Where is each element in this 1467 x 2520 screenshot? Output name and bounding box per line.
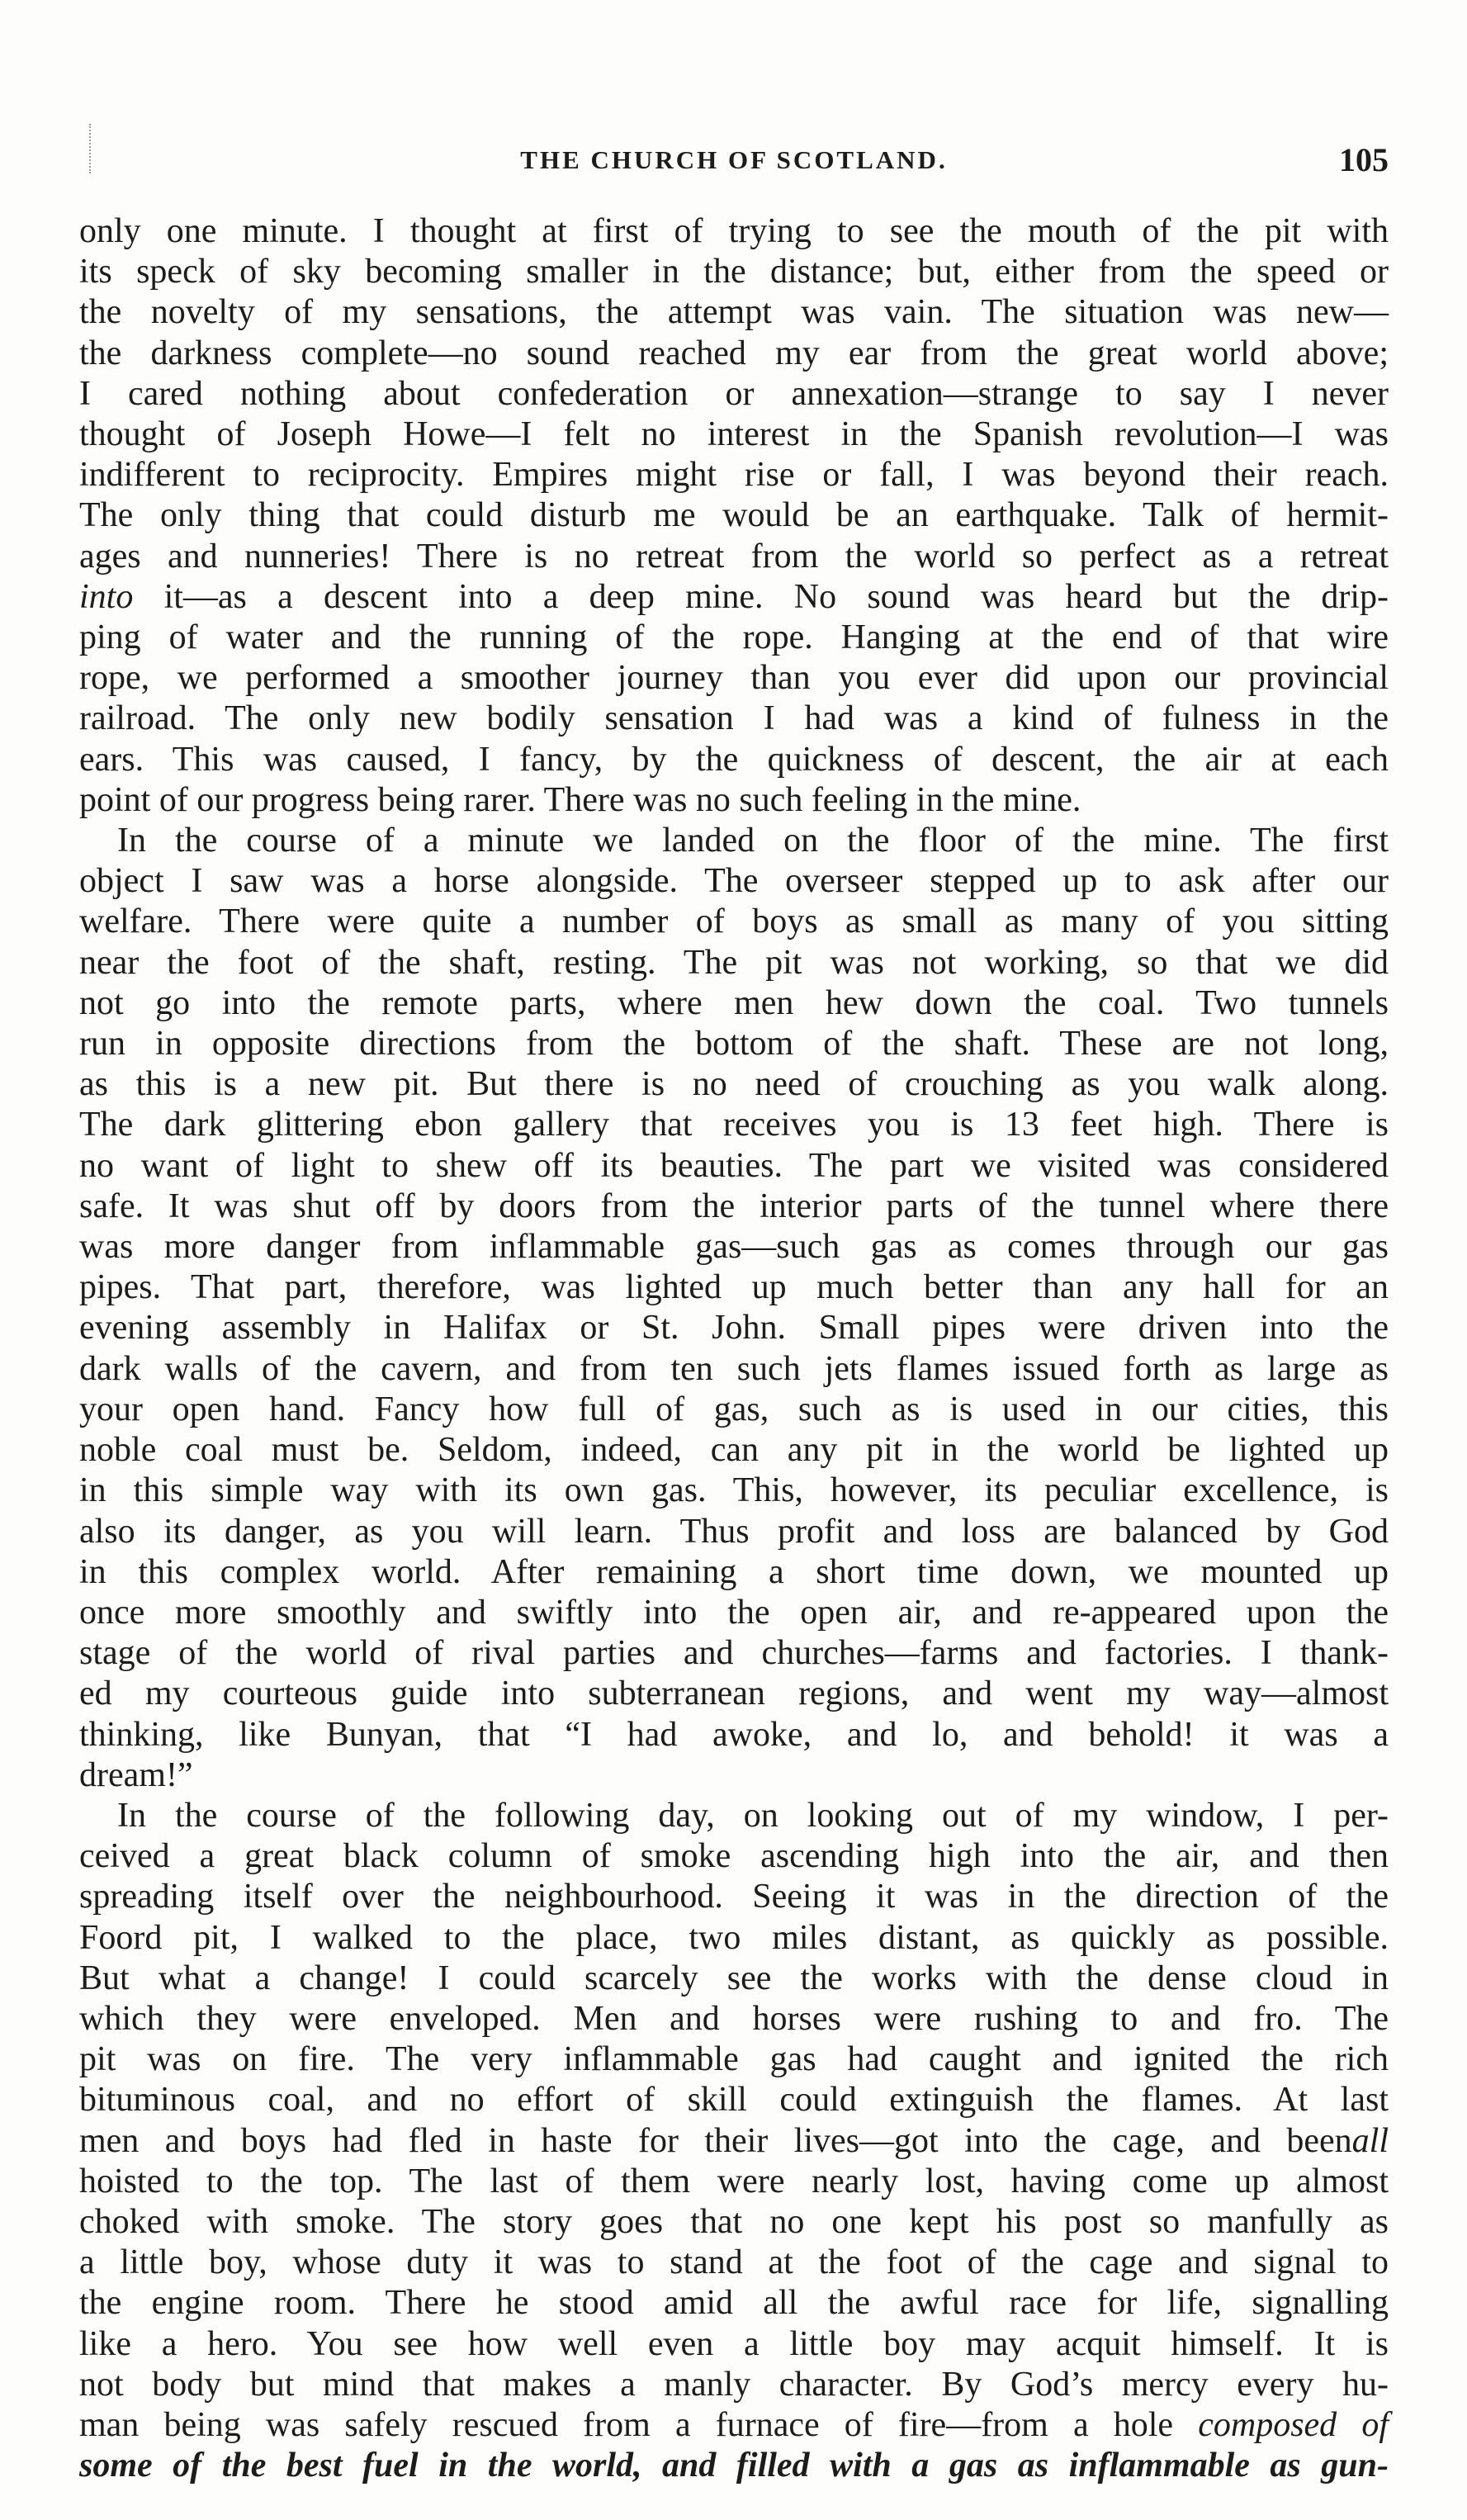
text-line: the darkness complete—no sound reached my ear from the great world above;: [79, 334, 1389, 372]
italic-word-all: all: [1351, 2121, 1389, 2160]
text-line: thought of Joseph Howe—I felt no interest in the Spanish revolution—I was: [79, 415, 1389, 454]
text-line: The only thing that could disturb me would be an earthquake. Talk of hermit-: [79, 496, 1389, 535]
paragraph-pit-fire: [79, 1796, 1389, 2486]
text-line-lead: man being was safely rescued from a furnace of fire—from a hole: [79, 2405, 1174, 2444]
page-header: [79, 141, 1389, 188]
text-line: like a hero. You see how well even a little boy may acquit himself. It is: [79, 2324, 1389, 2363]
text-line: bituminous coal, and no effort of skill could extinguish the flames. At last: [79, 2081, 1389, 2120]
text-line: no want of light to shew off its beauties. The part we visited was considered: [79, 1146, 1389, 1185]
text-line: Foord pit, I walked to the place, two miles distant, as quickly as possible.: [79, 1918, 1389, 1957]
text-line-rest: it—as a descent into a deep mine. No sound was heard but the drip-: [133, 577, 1389, 616]
paragraph-mine-floor: [79, 821, 1389, 1796]
text-line: I cared nothing about confederation or annexation—strange to say I never: [79, 374, 1389, 413]
text-line: In the course of a minute we landed on the floor of the mine. The first: [117, 822, 1389, 860]
text-line: noble coal must be. Seldom, indeed, can any pit in the world be lighted up: [79, 1431, 1389, 1470]
text-line: pit was on fire. The very inflammable gas had caught and ignited the rich: [79, 2040, 1389, 2079]
text-line: in this complex world. After remaining a short time down, we mounted up: [79, 1552, 1389, 1591]
text-line: ceived a great black column of smoke ascending high into the air, and then: [79, 1837, 1389, 1876]
text-line: indifferent to reciprocity. Empires might rise or fall, I was beyond their reach.: [79, 456, 1389, 495]
text-line: welfare. There were quite a number of boys as small as many of you sitting: [79, 902, 1389, 941]
page-number: 105: [1339, 141, 1389, 178]
text-line: dream!”: [79, 1755, 193, 1794]
text-line: your open hand. Fancy how full of gas, such as is used in our cities, this: [79, 1390, 1389, 1428]
text-line: the engine room. There he stood amid all the awful race for life, signalling: [79, 2284, 1389, 2323]
text-line: object I saw was a horse alongside. The overseer stepped up to ask after our: [79, 862, 1389, 901]
text-line: pipes. That part, therefore, was lighted up much better than any hall for an: [79, 1268, 1389, 1307]
text-line-lead: men and boys had fled in haste for their lives—got into the cage, and been: [79, 2121, 1352, 2160]
text-line: in this simple way with its own gas. This, however, its peculiar excellence, is: [79, 1471, 1389, 1510]
text-line: near the foot of the shaft, resting. The pit was not working, so that we did: [79, 943, 1389, 982]
text-line: a little boy, whose duty it was to stand at the foot of the cage and signal to: [79, 2243, 1389, 2282]
text-line: railroad. The only new bodily sensation I had was a kind of fulness in the: [79, 699, 1389, 738]
text-line-italic-start: [79, 577, 1389, 618]
text-line: only one minute. I thought at first of trying to see the mouth of the pit with: [79, 212, 1389, 250]
text-line: also its danger, as you will learn. Thus profit and loss are balanced by God: [79, 1512, 1389, 1551]
text-line: ears. This was caused, I fancy, by the quickness of descent, the air at each: [79, 740, 1389, 779]
text-line: as this is a new pit. But there is no need of crouching as you walk along.: [79, 1065, 1389, 1104]
text-line: choked with smoke. The story goes that no one kept his post so manfully as: [79, 2202, 1389, 2241]
text-line: not go into the remote parts, where men hew down the coal. Two tunnels: [79, 983, 1389, 1022]
text-line: But what a change! I could scarcely see the works with the dense cloud in: [79, 1959, 1389, 1997]
text-line: stage of the world of rival parties and churches—farms and factories. I thank-: [79, 1634, 1389, 1673]
paragraph-descent: [79, 211, 1389, 821]
text-line: thinking, like Bunyan, that “I had awoke, and lo, and behold! it was a: [79, 1715, 1389, 1754]
text-line: evening assembly in Halifax or St. John. Small pipes were driven into the: [79, 1309, 1389, 1348]
text-line: ages and nunneries! There is no retreat from the world so perfect as a retreat: [79, 537, 1389, 576]
text-line: not body but mind that makes a manly character. By God’s mercy every hu-: [79, 2365, 1389, 2404]
text-line-italic-end: [79, 2405, 1389, 2446]
text-line: was more danger from inflammable gas—such gas as comes through our gas: [79, 1228, 1389, 1267]
body-text: [79, 211, 1389, 2486]
text-line-italic-end: [79, 2121, 1389, 2162]
text-line: The dark glittering ebon gallery that receives you is 13 feet high. There is: [79, 1106, 1389, 1144]
text-line: spreading itself over the neighbourhood. Seeing it was in the direction of the: [79, 1878, 1389, 1916]
text-line: hoisted to the top. The last of them were nearly lost, having come up almost: [79, 2162, 1389, 2200]
text-line-italic: some of the best fuel in the world, and filled with a gas as inflammable as gun-: [79, 2447, 1389, 2485]
text-line: ed my courteous guide into subterranean regions, and went my way—almost: [79, 1674, 1389, 1713]
text-line: its speck of sky becoming smaller in the distance; but, either from the speed or: [79, 253, 1389, 291]
text-line: the novelty of my sensations, the attempt was vain. The situation was new—: [79, 293, 1389, 332]
text-line: safe. It was shut off by doors from the interior parts of the tunnel where there: [79, 1187, 1389, 1225]
text-line: once more smoothly and swiftly into the open air, and re-appeared upon the: [79, 1593, 1389, 1632]
text-line: run in opposite directions from the bottom of the shaft. These are not long,: [79, 1025, 1389, 1063]
text-line: In the course of the following day, on looking out of my window, I per-: [117, 1796, 1389, 1835]
text-line: rope, we performed a smoother journey than you ever did upon our provincial: [79, 659, 1389, 698]
italic-phrase-composed-of: composed of: [1198, 2405, 1389, 2444]
text-line: which they were enveloped. Men and horses were rushing to and fro. The: [79, 1999, 1389, 2038]
text-line: dark walls of the cavern, and from ten such jets flames issued forth as large as: [79, 1349, 1389, 1388]
text-line: ping of water and the running of the rope. Hanging at the end of that wire: [79, 618, 1389, 657]
italic-word-into: into: [79, 577, 134, 616]
text-line: point of our progress being rarer. There was no such feeling in the mine.: [79, 780, 1081, 819]
running-head: THE CHURCH OF SCOTLAND.: [520, 145, 948, 174]
